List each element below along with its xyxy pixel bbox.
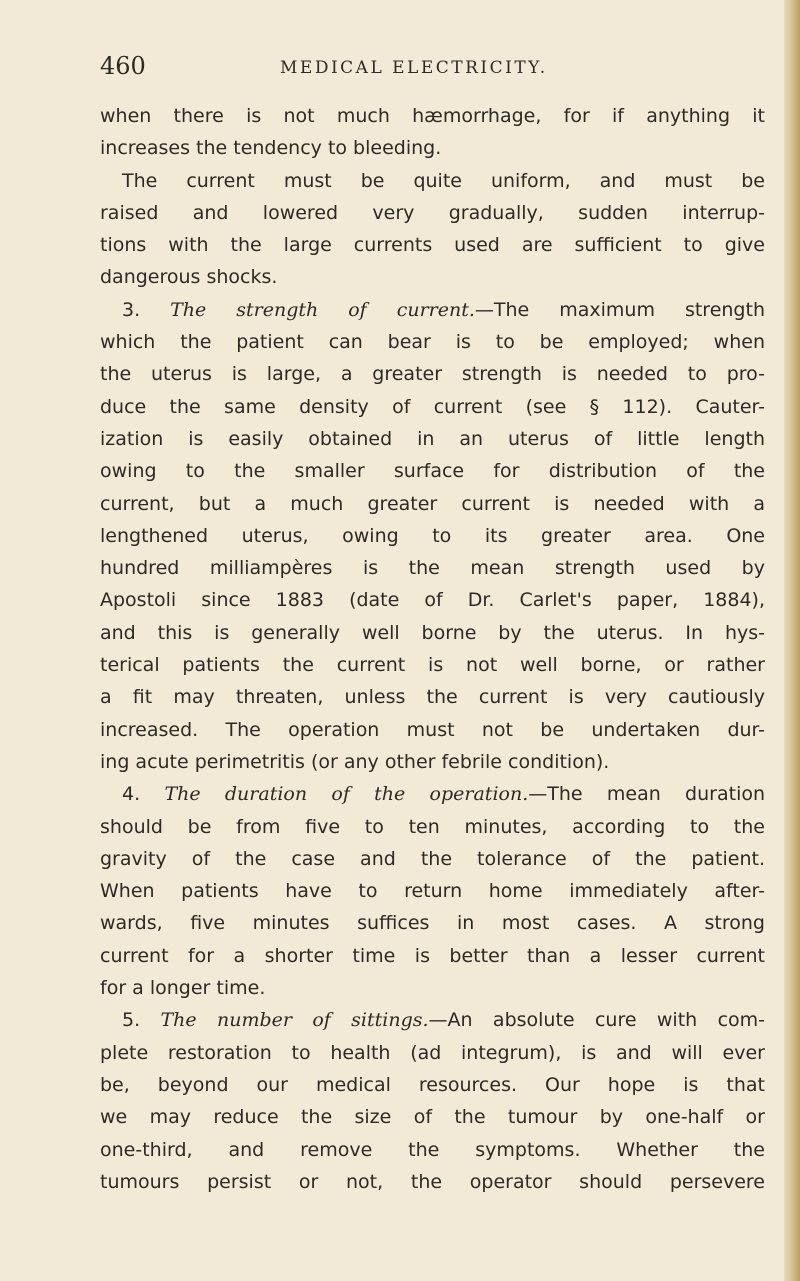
text-line: gravity of the case and the tolerance of the patient. — [100, 847, 765, 870]
text-line: ing acute perimetritis (or any other febrile condition). — [100, 750, 610, 773]
page-header — [100, 52, 760, 92]
text-line: we may reduce the size of the tumour by one-half or — [100, 1106, 765, 1129]
text-line: Apostoli since 1883 (date of Dr. Carlet's paper, 1884), — [100, 589, 765, 612]
section-heading-line — [100, 778, 765, 810]
section-title: The number of sittings. — [160, 1009, 429, 1032]
text-line: be, beyond our medical resources. Our hope is that — [100, 1073, 765, 1096]
text-line: the uterus is large, a greater strength is needed to pro- — [100, 363, 765, 386]
text-line: ization is easily obtained in an uterus of little length — [100, 427, 765, 450]
section-text: —The maximum strength — [474, 298, 765, 321]
text-line: a fit may threaten, unless the current is very cautiously — [100, 686, 765, 709]
text-line: The current must be quite uniform, and must be — [122, 169, 765, 192]
text-line: which the patient can bear is to be employed; when — [100, 331, 765, 354]
section-heading-line — [100, 294, 765, 326]
text-line: lengthened uterus, owing to its greater area. One — [100, 524, 765, 547]
page-number: 460 — [100, 52, 146, 80]
text-line: duce the same density of current (see § 112). Cauter- — [100, 395, 765, 418]
section-text: —The mean duration — [528, 783, 766, 806]
page-edge-shadow — [784, 0, 800, 1281]
text-line: plete restoration to health (ad integrum), is and will ever — [100, 1041, 765, 1064]
section-title: The duration of the operation. — [164, 783, 529, 806]
text-line: should be from five to ten minutes, according to the — [100, 815, 765, 838]
section-heading-line — [100, 1004, 765, 1036]
text-line: increased. The operation must not be undertaken dur- — [100, 718, 765, 741]
text-line: increases the tendency to bleeding. — [100, 137, 442, 160]
section-number: 3. — [122, 298, 171, 321]
text-line: one-third, and remove the symptoms. Whether the — [100, 1138, 765, 1161]
text-line: for a longer time. — [100, 977, 266, 1000]
text-line: dangerous shocks. — [100, 266, 278, 289]
section-number: 5. — [122, 1009, 161, 1032]
section-number: 4. — [122, 783, 165, 806]
text-line: current, but a much greater current is needed with a — [100, 492, 765, 515]
text-line: wards, five minutes suffices in most cases. A strong — [100, 912, 765, 935]
text-line: owing to the smaller surface for distribution of the — [100, 460, 765, 483]
text-line: when there is not much hæmorrhage, for if anything it — [100, 105, 765, 127]
text-line: tions with the large currents used are sufficient to give — [100, 234, 765, 257]
text-line: hundred milliampères is the mean strength used by — [100, 557, 765, 580]
text-line: current for a shorter time is better than a lesser current — [100, 944, 765, 967]
text-line: tumours persist or not, the operator should persevere — [100, 1170, 765, 1193]
section-title: The strength of current. — [170, 298, 475, 321]
section-text: —An absolute cure with com- — [428, 1009, 765, 1032]
text-line: and this is generally well borne by the uterus. In hys- — [100, 621, 765, 644]
running-head: MEDICAL ELECTRICITY. — [280, 58, 548, 78]
text-line: When patients have to return home immediately after- — [100, 880, 765, 903]
text-line: terical patients the current is not well borne, or rather — [100, 654, 765, 677]
text-line: raised and lowered very gradually, sudden interrup- — [100, 201, 765, 224]
body-text — [100, 100, 765, 1198]
